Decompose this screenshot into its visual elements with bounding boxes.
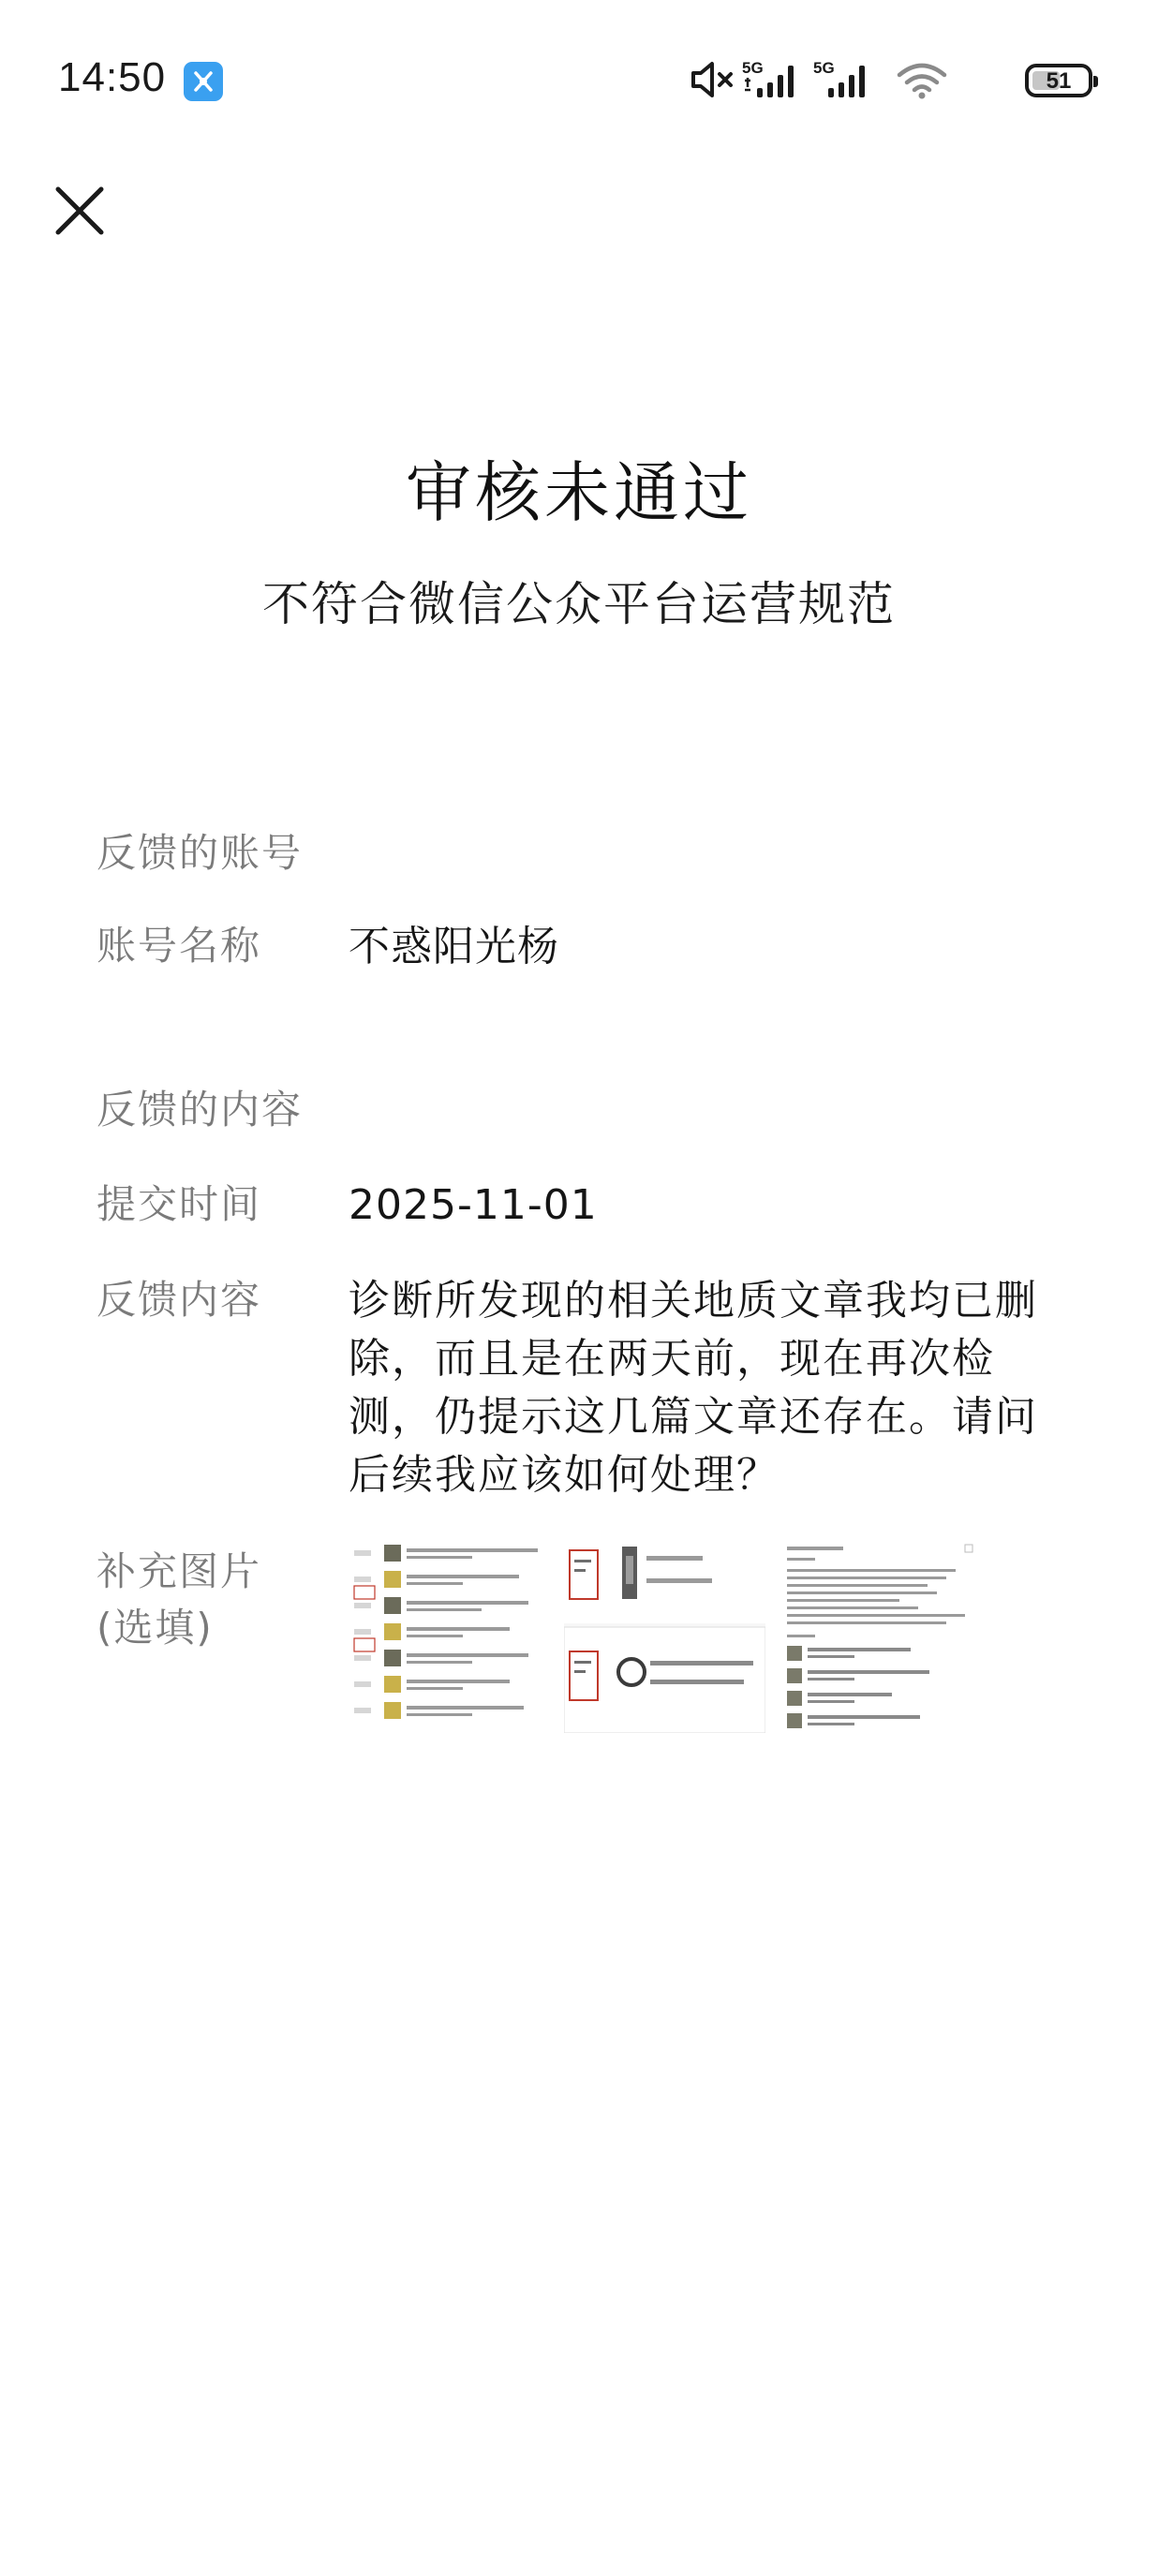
images-label-line1: 补充图片 [96, 1548, 262, 1594]
status-time: 14:50 [58, 54, 167, 100]
network-label-1: 5G [742, 59, 764, 77]
status-bar [0, 0, 1158, 159]
battery-icon [1025, 64, 1092, 97]
signal-icon [813, 56, 879, 107]
signal-icon [742, 56, 808, 107]
feedback-value: 诊断所发现的相关地质文章我均已删除，而且是在两天前，现在再次检测，仍提示这几篇文章还存在。请问后续我应该如何处理？ [349, 1277, 1038, 1499]
images-label-line2: (选填) [96, 1605, 214, 1651]
close-button[interactable] [47, 178, 112, 244]
attachment-thumbnail-2[interactable] [564, 1541, 765, 1733]
result-title: 审核未通过 [406, 454, 752, 531]
submit-time-value: 2025-11-01 [349, 1181, 598, 1229]
account-name-value: 不惑阳光杨 [349, 923, 559, 970]
images-label [96, 1544, 261, 1656]
mute-icon [690, 56, 738, 107]
attachment-images [349, 1541, 1079, 1738]
wifi-icon [896, 56, 948, 107]
status-icons [690, 56, 1092, 103]
close-icon [47, 178, 112, 244]
attachment-thumbnail-3[interactable] [779, 1541, 981, 1733]
network-label-2: 5G [813, 59, 835, 77]
app-shortcut-icon [184, 62, 223, 101]
submit-time-label: 提交时间 [96, 1181, 262, 1227]
account-name-label: 账号名称 [96, 923, 262, 969]
attachment-thumbnail-1[interactable] [349, 1541, 550, 1733]
account-section-heading: 反馈的账号 [96, 830, 304, 876]
result-subtitle: 不符合微信公众平台运营规范 [262, 577, 896, 631]
content-section-heading: 反馈的内容 [96, 1087, 304, 1133]
battery-level-text: 51 [1046, 68, 1072, 94]
feedback-label: 反馈内容 [96, 1277, 262, 1323]
